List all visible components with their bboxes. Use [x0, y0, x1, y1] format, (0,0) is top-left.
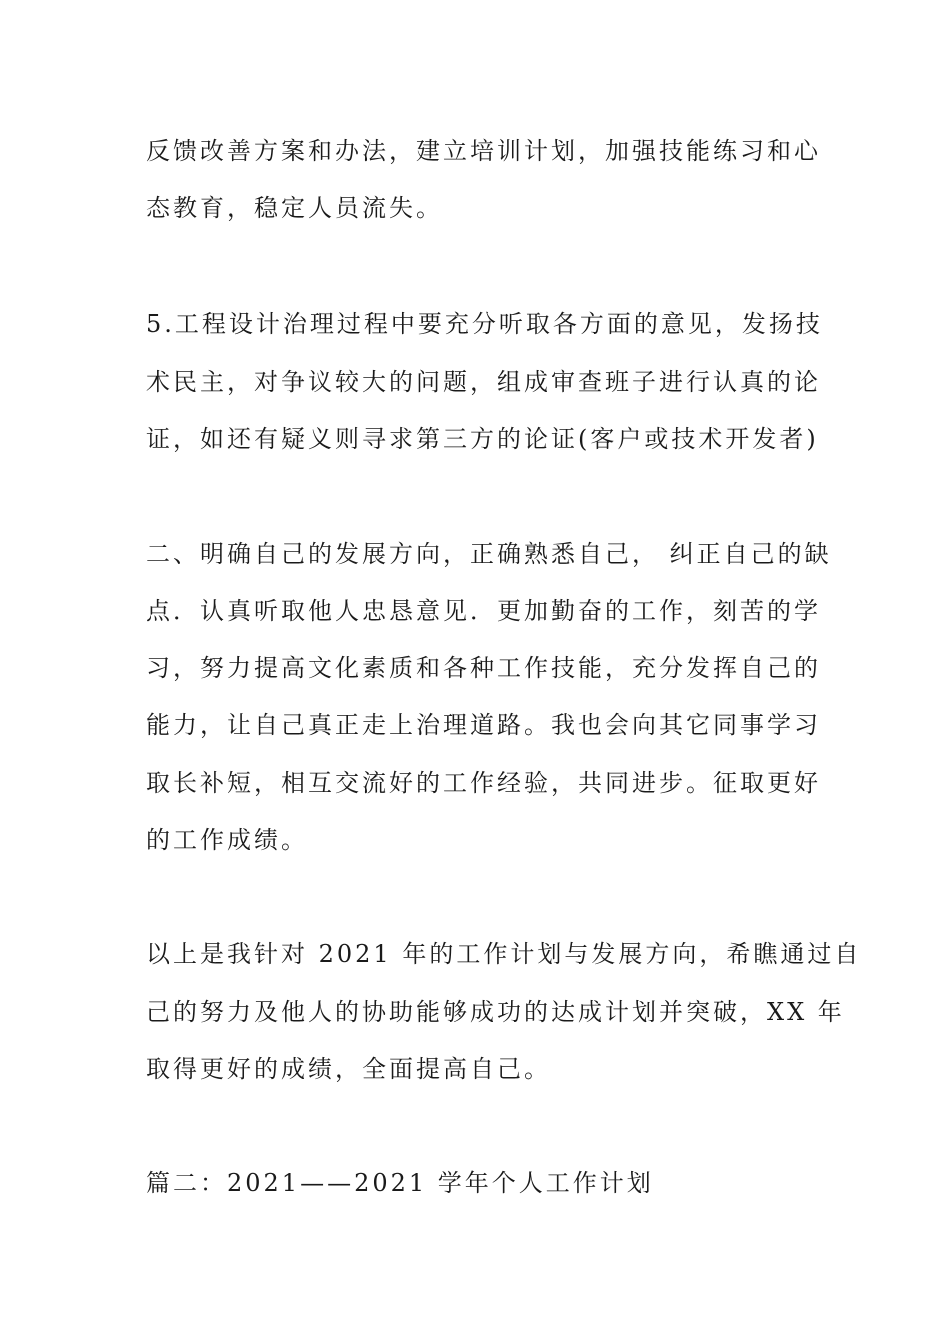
paragraph-3-line-6: 的工作成绩。: [146, 826, 308, 854]
paragraph-4-line-2: 己的努力及他人的协助能够成功的达成计划并突破，XX 年: [146, 998, 845, 1026]
paragraph-2-line-1: 5.工程设计治理过程中要充分听取各方面的意见，发扬技: [146, 310, 823, 338]
paragraph-2-line-2: 术民主，对争议较大的问题，组成审查班子进行认真的论: [146, 368, 821, 396]
paragraph-4-line-1: 以上是我针对 2021 年的工作计划与发展方向，希瞧通过自: [146, 940, 862, 968]
paragraph-1-line-2: 态教育，稳定人员流失。: [146, 194, 443, 222]
paragraph-2-line-3: 证，如还有疑义则寻求第三方的论证(客户或技术开发者): [146, 425, 819, 453]
section-heading: 篇二：2021——2021 学年个人工作计划: [146, 1169, 654, 1197]
paragraph-1-line-1: 反馈改善方案和办法，建立培训计划，加强技能练习和心: [146, 137, 821, 165]
paragraph-3-line-1: 二、明确自己的发展方向，正确熟悉自己， 纠正自己的缺: [146, 540, 832, 568]
paragraph-3-line-2: 点．认真听取他人忠恳意见．更加勤奋的工作，刻苦的学: [146, 597, 821, 625]
paragraph-4-line-3: 取得更好的成绩，全面提高自己。: [146, 1055, 551, 1083]
paragraph-3-line-5: 取长补短，相互交流好的工作经验，共同进步。征取更好: [146, 769, 821, 797]
paragraph-3-line-4: 能力，让自己真正走上治理道路。我也会向其它同事学习: [146, 711, 821, 739]
paragraph-3-line-3: 习，努力提高文化素质和各种工作技能，充分发挥自己的: [146, 654, 821, 682]
